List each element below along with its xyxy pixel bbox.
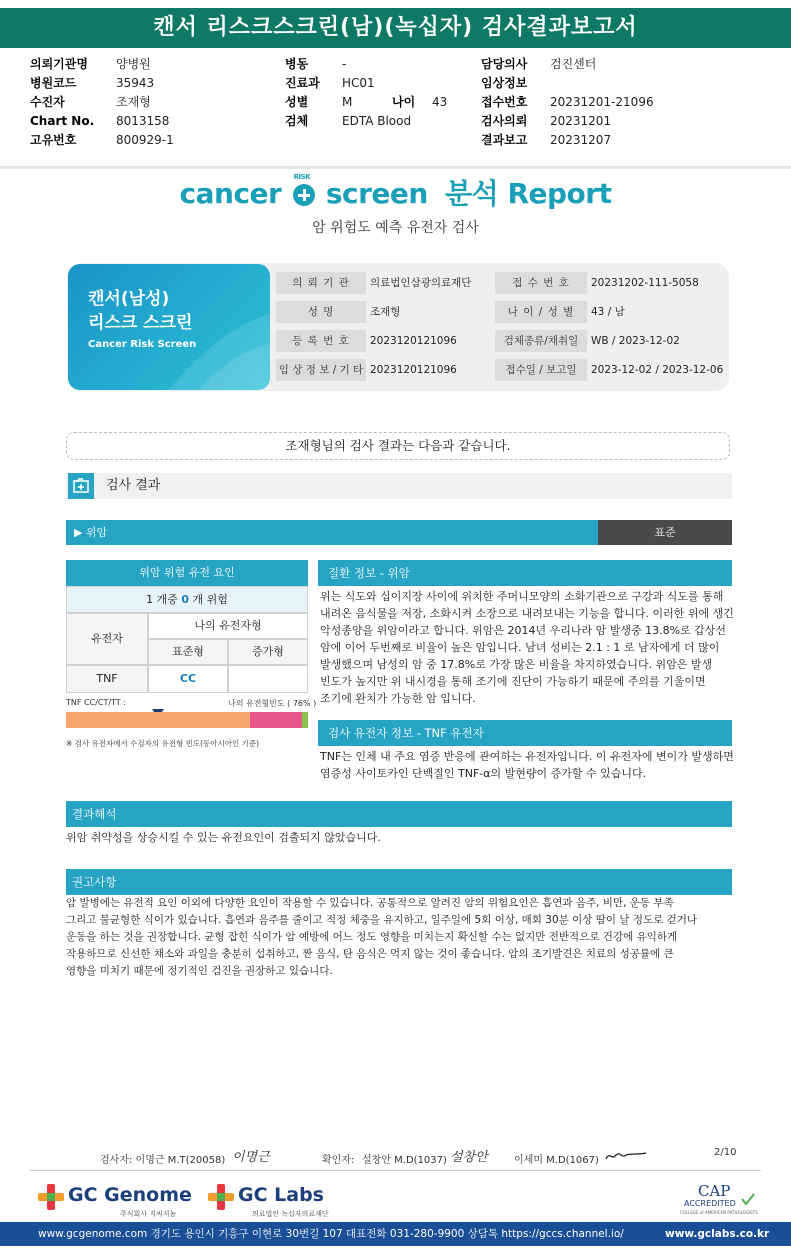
category-bar: ▶ 위암 [66, 520, 598, 545]
inc-col-header: 증가형 [228, 639, 308, 665]
header-value: 검진센터 [550, 57, 597, 71]
cap-sub: ACCREDITED [684, 1199, 736, 1208]
cap-text: CAP [698, 1182, 731, 1200]
card-value: 20231202-111-5058 [591, 277, 699, 289]
card-title-box [68, 264, 270, 390]
card-key: 성 명 [276, 301, 366, 323]
recommendation-line: 그리고 불균형한 식이가 있습니다. 흡연과 음주를 줄이고 적정 체중을 유지하고, 일주일에 5회 이상, 매회 30분 이상 땀이 날 정도로 걷거나 [66, 914, 698, 926]
card-title-1: 캔서(남성) [88, 289, 170, 309]
header-value: 20231207 [550, 133, 612, 147]
disease-line: 조기에 완치가 가능한 암 입니다. [320, 692, 476, 705]
header-label: 진료과 [285, 76, 320, 90]
header-label: 담당의사 [481, 57, 528, 71]
recommendation-header: 권고사항 [66, 869, 732, 895]
disease-info-text [320, 588, 734, 707]
header-value: M [342, 95, 353, 109]
disease-line: 내려온 음식물을 저장, 소화시켜 소장으로 내려보내는 기능을 합니다. 이러한 위에 생긴 [320, 607, 734, 620]
card-key: 나 이 / 성 별 [495, 301, 587, 323]
header-value: 35943 [116, 76, 155, 90]
summary-post: 개 위험 [189, 593, 228, 606]
confirmer2-signature [604, 1149, 648, 1163]
disease-line: 악성종양을 위암이라고 합니다. 위암은 2014년 우리나라 암 발생중 13.8%로 갑상선 [320, 624, 727, 637]
header-label: 수진자 [30, 95, 65, 109]
brand-risk: RISK [293, 173, 311, 181]
cap-small: COLLEGE of AMERICAN PATHOLOGISTS [680, 1210, 758, 1215]
header-label: 병원코드 [30, 76, 77, 90]
gclabs-text: GC Labs [238, 1184, 324, 1206]
divider [0, 166, 791, 169]
gene-info-header: 검사 유전자 정보 - TNF 유전자 [318, 720, 732, 746]
gene-name-cell: TNF [66, 665, 148, 693]
gene-info-text [320, 748, 734, 782]
interpretation-text: 위암 취약성을 상승시킬 수 있는 유전요인이 검출되지 않았습니다. [66, 831, 381, 844]
subtitle: 암 위험도 예측 유전자 검사 [312, 220, 479, 236]
header-value: - [342, 57, 347, 71]
page-number: 2/10 [714, 1147, 737, 1158]
card-value: 2023120121096 [370, 364, 457, 376]
freq-label-right: 나의 유전형빈도 ( 76% ) [228, 699, 317, 708]
result-notice: 조재형님의 검사 결과는 다음과 같습니다. [66, 432, 730, 460]
brand-plus-icon [293, 173, 315, 206]
header-label: 병동 [285, 57, 309, 71]
header-col1 [30, 55, 250, 150]
card-value: 의료법인삼광의료재단 [370, 277, 472, 289]
recommendation-text [66, 895, 732, 980]
header-value: 8013158 [116, 114, 170, 128]
report-title: 캔서 리스크스크린(남)(녹십자) 검사결과보고서 [0, 8, 791, 48]
age-value: 43 [432, 95, 448, 109]
header-label: 고유번호 [30, 133, 77, 147]
freq-label-left: TNF CC/CT/TT : [66, 698, 126, 707]
freq-note: ※ 검사 유전자에서 수검자의 유전형 빈도(동아시아인 기준) [66, 739, 260, 748]
header-col3 [481, 55, 701, 150]
gene-col-header: 유전자 [66, 613, 148, 665]
status-badge: 표준 [598, 520, 732, 545]
freq-bar-increased [250, 712, 302, 728]
age-label: 나이 [392, 95, 416, 109]
brand-cancer: cancer [179, 177, 282, 210]
confirmer-label: 확인자: [322, 1155, 355, 1166]
recommendation-line: 작용하므로 신선한 채소와 과일을 충분히 섭취하고, 짠 음식, 탄 음식은 먹지 않는 것이 좋습니다. 암의 조기발견은 치료의 성공률에 큰 [66, 948, 674, 960]
card-key: 의 뢰 기 관 [276, 272, 366, 294]
card-value: WB / 2023-12-02 [591, 335, 680, 347]
header-col2 [285, 55, 485, 131]
header-label: 검체 [285, 114, 309, 128]
freq-bar-standard [66, 712, 250, 728]
section-header [66, 473, 732, 499]
confirmer2: 이세미 M.D(1067) [514, 1155, 599, 1166]
freq-bar-other [302, 712, 308, 728]
gene-info-line: TNF는 인체 내 주요 염증 반응에 관여하는 유전자입니다. 이 유전자에 변이가 발생하면 [320, 750, 734, 763]
header-value: 800929-1 [116, 133, 174, 147]
summary-pre: 1 개중 [146, 593, 182, 606]
std-col-header: 표준형 [148, 639, 228, 665]
header-value: 20231201 [550, 114, 612, 128]
brand-kr: 분석 [445, 177, 499, 210]
brand-report: Report [507, 177, 612, 210]
confirmer1: 설창안 M.D(1037) [362, 1155, 447, 1166]
disease-line: 빈도가 높지만 위 내시경을 통해 조기에 진단이 가능하기 때문에 주의를 기울이면 [320, 675, 706, 688]
card-title-2: 리스크 스크린 [88, 313, 193, 333]
card-key: 접수일 / 보고일 [495, 359, 587, 381]
disease-line: 암에 이어 두번째로 비율이 높은 암입니다. 남녀 성비는 2.1 : 1 로 남자에게 더 많이 [320, 641, 720, 654]
footer-divider [30, 1170, 761, 1171]
folder-plus-icon [68, 473, 94, 499]
recommendation-line: 암 발병에는 유전적 요인 이외에 다양한 요인이 작용할 수 있습니다. 공통적으로 알려진 암의 위험요인은 흡연과 음주, 비만, 운동 부족 [66, 897, 674, 909]
disease-line: 발생했으며 남성의 암 중 17.8%로 가장 많은 비율을 차지하였습니다. 위암은 발생 [320, 658, 713, 671]
gcgenome-sub: 주식회사 지씨지놈 [120, 1210, 177, 1218]
card-key: 검체종류/채취일 [495, 330, 587, 352]
brand-screen: screen [325, 177, 428, 210]
header-value: 양병원 [116, 57, 151, 71]
examiner-signature: 이명근 [232, 1150, 270, 1165]
gclabs-sub: 의료법인 녹십자의료재단 [252, 1210, 329, 1218]
recommendation-line: 운동을 하는 것을 권장합니다. 균형 잡힌 식이가 암 예방에 어느 정도 영향을 미치는지 확신할 수는 없지만 전반적으로 건강에 유익하게 [66, 931, 678, 943]
disease-info-header: 질환 정보 - 위암 [318, 560, 732, 586]
confirmer-signature: 설창안 [450, 1150, 488, 1165]
header-label: 결과보고 [481, 133, 528, 147]
disease-line: 위는 식도와 십이지장 사이에 위치한 주머니모양의 소화기관으로 구강과 식도를 통해 [320, 590, 724, 603]
section-title: 검사 결과 [106, 478, 161, 493]
recommendation-line: 영향을 미치기 때문에 정기적인 검진을 권장하고 있습니다. [66, 965, 333, 977]
header-label: Chart No. [30, 114, 95, 128]
bottom-bar [0, 1222, 791, 1246]
header-value: 조재형 [116, 95, 151, 109]
card-value: 2023120121096 [370, 335, 457, 347]
card-key: 등 록 번 호 [276, 330, 366, 352]
mine-col-header: 나의 유전자형 [148, 613, 308, 639]
card-key: 접 수 번 호 [495, 272, 587, 294]
checkmark-icon [740, 1192, 756, 1206]
bottom-website[interactable]: www.gclabs.co.kr [665, 1228, 770, 1240]
summary-num: 0 [181, 593, 190, 606]
gclabs-logo [208, 1182, 348, 1218]
cap-logo [680, 1182, 760, 1218]
card-value: 조재형 [370, 306, 401, 318]
gcgenome-logo [38, 1182, 198, 1218]
gcgenome-text: GC Genome [68, 1184, 192, 1206]
card-key: 임 상 정 보 / 기 타 [276, 359, 366, 381]
card-value: 2023-12-02 / 2023-12-06 [591, 364, 724, 376]
inc-genotype-cell [228, 665, 308, 693]
bottom-contact: www.gcgenome.com 경기도 용인시 기흥구 이현로 30번길 107 대표전화 031-280-9900 상담톡 https://gccs.channel.io/ [38, 1228, 624, 1240]
brand-logo [0, 172, 791, 212]
gene-info-line: 염증성 사이토카인 단백질인 TNF-α의 발현량이 증가할 수 있습니다. [320, 767, 647, 780]
gene-table-title: 위암 위험 유전 요인 [66, 560, 308, 586]
gc-cross-icon [208, 1184, 234, 1210]
std-genotype-cell: CC [148, 665, 228, 693]
header-label: 검사의뢰 [481, 114, 528, 128]
card-wave-graphic [68, 264, 270, 390]
header-value: 20231201-21096 [550, 95, 654, 109]
header-label: 접수번호 [481, 95, 528, 109]
examiner: 검사자: 이명근 M.T(20058) [100, 1155, 226, 1166]
gene-table-summary [66, 586, 308, 613]
card-value: 43 / 남 [591, 306, 625, 318]
interpretation-header: 결과해석 [66, 801, 732, 827]
header-label: 의뢰기관명 [30, 57, 88, 71]
header-value: HC01 [342, 76, 375, 90]
header-label: 성별 [285, 95, 309, 109]
card-title-3: Cancer Risk Screen [88, 339, 197, 350]
header-value: EDTA Blood [342, 114, 412, 128]
gc-cross-icon [38, 1184, 64, 1210]
header-label: 임상정보 [481, 76, 528, 90]
